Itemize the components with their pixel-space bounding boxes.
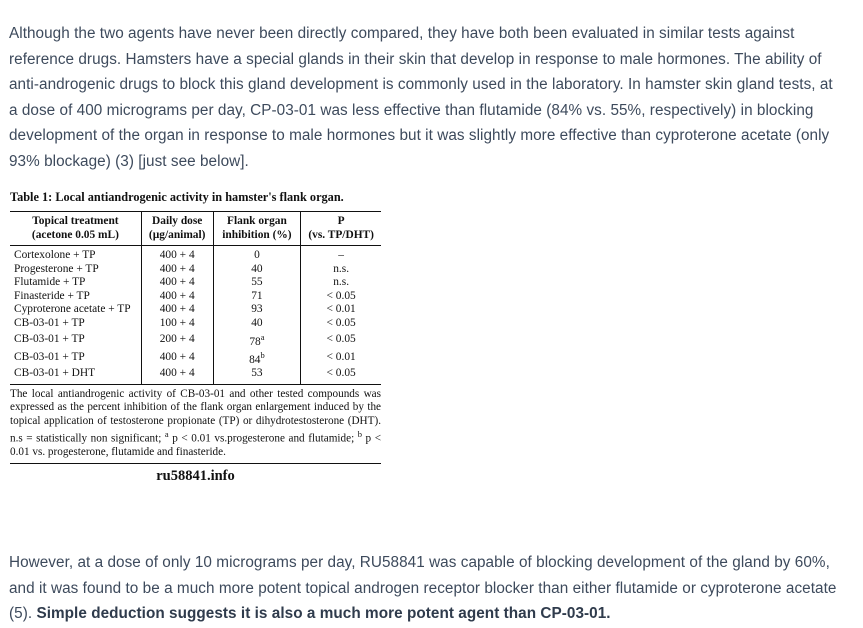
cell-dose: 400 + 4: [141, 276, 213, 290]
cell-dose: 400 + 4: [141, 246, 213, 263]
cell-p-value: < 0.01: [301, 303, 381, 317]
table-row: [10, 276, 381, 290]
table-footnote: [10, 388, 381, 464]
cell-inhibition: 40: [213, 317, 301, 331]
cell-treatment: Cortexolone + TP: [14, 249, 96, 261]
footnote-part-1: The local antiandrogenic activity of CB-03-01 and other tested compounds was expressed as the percent inhibition of the flank organ enlargement induced by the topical application of testosterone propionate (TP) or dihydrotestosterone (DHT). n.s = statistically non significant;: [10, 387, 381, 445]
cell-treatment: CB-03-01 + TP: [14, 332, 85, 345]
cell-dose: 400 + 4: [141, 367, 213, 384]
cell-inhibition: 53: [213, 367, 301, 384]
paragraph-conclusion-bold: Simple deduction suggests it is also a much more potent agent than CP-03-01.: [36, 605, 611, 623]
cell-treatment: Cyproterone acetate + TP: [14, 303, 131, 316]
paragraph-intro: Although the two agents have never been directly compared, they have both been evaluated in similar tests against reference drugs. Hamsters have a special glands in their skin that develop in response to male hormones. The ability of anti-androgenic drugs to block this gland development is commonly used in the laboratory. In hamster skin gland tests, at a dose of 400 micrograms per day, CP-03-01 was less effective than flutamide (84% vs. 55%, respectively) in blocking development of the organ in response to male hormones but it was slightly more effective than cyproterone acetate (only 93% blockage) (3) [just see below].: [9, 25, 833, 170]
table-figure: [10, 190, 400, 485]
cell-p-value: < 0.05: [301, 317, 381, 331]
cell-p-value: < 0.01: [301, 349, 381, 367]
column-header-dose-line2: (µg/animal): [148, 228, 206, 241]
column-header-inhibition-line2: inhibition (%): [222, 228, 292, 241]
cell-dose: 400 + 4: [141, 349, 213, 367]
column-header-dose: [141, 212, 213, 246]
cell-inhibition: 93: [213, 303, 301, 317]
cell-inhibition: 0: [213, 246, 301, 263]
cell-dose: 100 + 4: [141, 317, 213, 331]
column-header-p-line2: (vs. TP/DHT): [308, 228, 374, 241]
paragraph-conclusion: [9, 550, 849, 627]
table-row: [10, 246, 381, 263]
column-header-dose-line1: Daily dose: [152, 215, 203, 227]
column-header-treatment: [10, 212, 141, 246]
table-row: [10, 367, 381, 384]
cell-dose: 400 + 4: [141, 263, 213, 277]
table-header-row: [10, 212, 381, 246]
cell-treatment: CB-03-01 + TP: [14, 351, 85, 364]
paragraph-conclusion-plain: However, at a dose of only 10 micrograms per day, RU58841 was capable of blocking development of the gland by 60%, and it was found to be a much more potent topical androgen receptor blocker than either flutamide or cyproterone acetate (5).: [9, 554, 837, 623]
cell-treatment: Flutamide + TP: [14, 276, 86, 289]
cell-p-value: –: [301, 246, 381, 263]
cell-inhibition: 84$^b$: [213, 349, 301, 367]
column-header-treatment-line1: Topical treatment: [32, 215, 119, 227]
page-left-margin: [0, 0, 4, 628]
cell-dose: 400 + 4: [141, 290, 213, 304]
table-row: [10, 263, 381, 277]
table-body: [10, 246, 381, 384]
cell-p-value: n.s.: [301, 276, 381, 290]
cell-treatment: CB-03-01 + DHT: [14, 367, 96, 380]
cell-p-value: n.s.: [301, 263, 381, 277]
cell-inhibition: 71: [213, 290, 301, 304]
cell-p-value: < 0.05: [301, 331, 381, 349]
cell-treatment: Finasteride + TP: [14, 289, 90, 302]
table-row: [10, 290, 381, 304]
cell-inhibition: 78$^a$: [213, 331, 301, 349]
cell-treatment: CB-03-01 + TP: [14, 316, 85, 329]
cell-inhibition: 40: [213, 263, 301, 277]
column-header-p: [301, 212, 381, 246]
footnote-part-3: p < 0.01 vs. progesterone, flutamide and finasteride.: [10, 432, 382, 459]
table-wrapper: [10, 211, 381, 385]
source-watermark: ru58841.info: [156, 467, 235, 484]
cell-p-value: < 0.05: [301, 367, 381, 384]
table-row: [10, 303, 381, 317]
table-row: [10, 317, 381, 331]
column-header-treatment-line2: (acetone 0.05 mL): [31, 228, 119, 241]
antiandrogenic-activity-table: [10, 211, 381, 384]
column-header-inhibition-line1: Flank organ: [227, 215, 287, 227]
footnote-mark-b: b: [357, 429, 362, 440]
cell-p-value: < 0.05: [301, 290, 381, 304]
footnote-mark-a: a: [164, 429, 169, 440]
table-row: [10, 331, 381, 349]
cell-treatment: Progesterone + TP: [14, 262, 99, 275]
table-header: [10, 212, 381, 246]
column-header-inhibition: [213, 212, 301, 246]
footnote-part-2: p < 0.01 vs.progesterone and flutamide;: [168, 432, 358, 445]
table-caption: Table 1: Local antiandrogenic activity in hamster's flank organ.: [10, 190, 344, 204]
cell-dose: 400 + 4: [141, 303, 213, 317]
table-row: [10, 349, 381, 367]
column-header-p-line1: P: [337, 215, 345, 227]
cell-inhibition: 55: [213, 276, 301, 290]
cell-inhibition-mark: a: [260, 331, 265, 342]
cell-dose: 200 + 4: [141, 331, 213, 349]
cell-inhibition-mark: b: [260, 349, 265, 360]
